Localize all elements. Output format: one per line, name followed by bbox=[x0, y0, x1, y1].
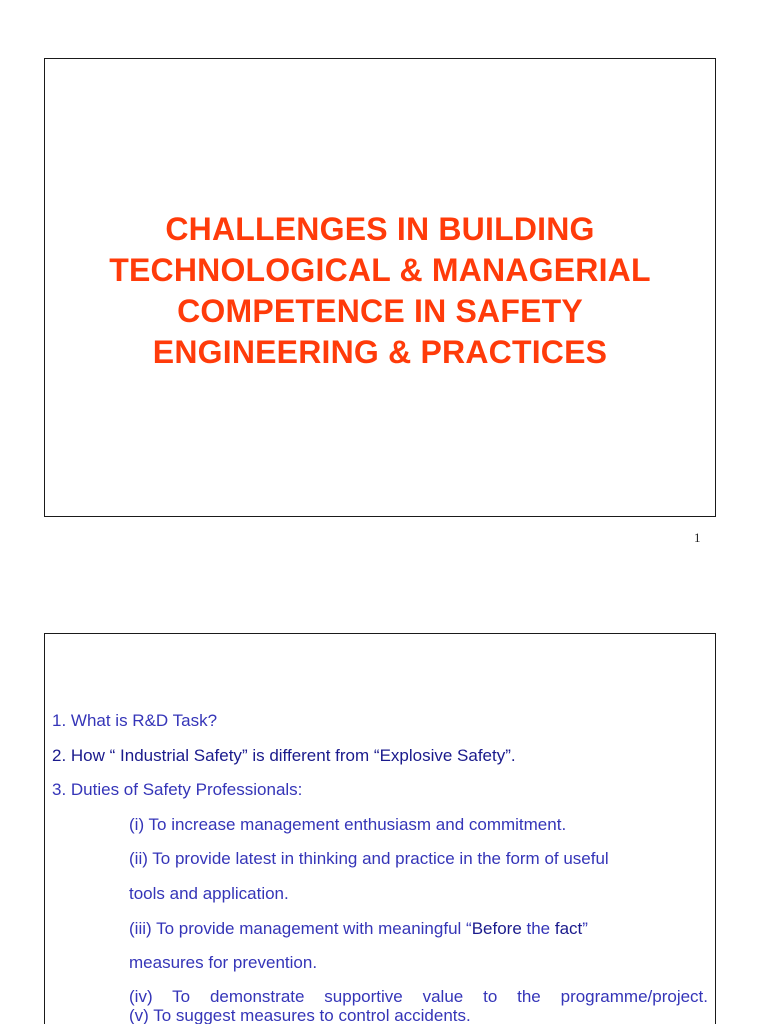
title-line: CHALLENGES IN BUILDING bbox=[165, 211, 595, 247]
question-1: 1. What is R&D Task? bbox=[52, 711, 218, 730]
q2-term-industrial: Industrial Safety bbox=[120, 745, 242, 765]
duty-3 bbox=[52, 918, 708, 953]
duty-3-cont: measures for prevention. bbox=[129, 953, 318, 973]
q2-part: ” is different from “ bbox=[241, 745, 380, 765]
duty-1: (i) To increase management enthusiasm and commitment. bbox=[129, 814, 567, 834]
slide-content bbox=[52, 710, 708, 1024]
duty-2-cont: tools and application. bbox=[129, 883, 289, 903]
q2-part: ”. bbox=[505, 745, 516, 765]
slide-2 bbox=[44, 633, 716, 1024]
question-3: 3. Duties of Safety Professionals: bbox=[52, 780, 303, 800]
q2-part: 2. How “ bbox=[52, 745, 121, 765]
page-number: 1 bbox=[694, 530, 701, 545]
slide-1 bbox=[44, 58, 716, 517]
duty-5: (v) To suggest measures to control accidents. bbox=[129, 1005, 471, 1024]
slide-title bbox=[45, 209, 715, 373]
d3-part: ” bbox=[582, 918, 588, 938]
d3-term-before: Before bbox=[471, 918, 522, 938]
d3-term-fact: fact bbox=[554, 918, 583, 938]
q2-term-explosive: Explosive Safety bbox=[379, 745, 506, 765]
title-line: TECHNOLOGICAL & MANAGERIAL bbox=[109, 252, 651, 288]
title-line: ENGINEERING & PRACTICES bbox=[152, 334, 608, 370]
d3-part: (iii) To provide management with meaningful “ bbox=[129, 918, 472, 938]
duty-2: (ii) To provide latest in thinking and practice in the form of useful bbox=[129, 849, 609, 869]
d3-part: the bbox=[521, 918, 555, 938]
title-line: COMPETENCE IN SAFETY bbox=[177, 293, 583, 329]
duty-4: (iv) To demonstrate supportive value to the programme/project. bbox=[129, 986, 708, 1006]
question-2 bbox=[52, 745, 708, 780]
